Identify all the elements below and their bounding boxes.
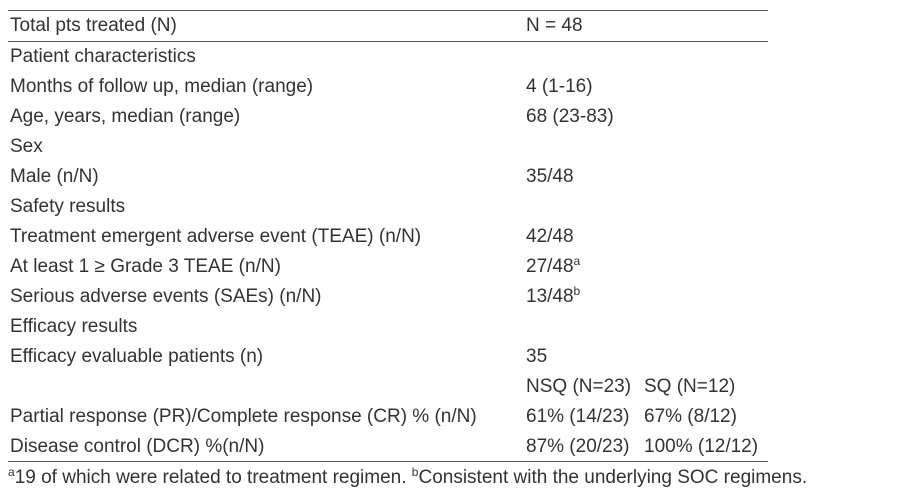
row-value-nsq: 61% (14/23): [526, 406, 630, 427]
row-label: Efficacy results: [10, 316, 138, 337]
row-label: Treatment emergent adverse event (TEAE) (n/N): [10, 226, 422, 247]
row-label: At least 1 ≥ Grade 3 TEAE (n/N): [10, 256, 281, 277]
row-label: Safety results: [10, 196, 126, 217]
row-label: Sex: [10, 136, 43, 157]
row-value: 35/48: [526, 166, 574, 187]
row-label: Efficacy evaluable patients (n): [10, 346, 264, 367]
row-value-with-footnote: [526, 282, 580, 312]
footnote-mark-b: b: [573, 284, 581, 298]
row-value: 13/48: [526, 286, 574, 307]
row-label: Partial response (PR)/Complete response (CR) % (n/N): [10, 406, 477, 427]
header-value: N = 48: [526, 15, 583, 36]
header-label: Total pts treated (N): [10, 15, 177, 36]
row-value: 68 (23-83): [526, 106, 614, 127]
footnote-b-mark: b: [411, 465, 419, 479]
row-label: Serious adverse events (SAEs) (n/N): [10, 286, 322, 307]
row-value: 35: [526, 346, 548, 367]
footnote-b-text: Consistent with the underlying SOC regimens.: [418, 467, 808, 488]
row-label: Patient characteristics: [10, 46, 196, 67]
row-label: Male (n/N): [10, 166, 99, 187]
row-value-sq: 100% (12/12): [644, 436, 759, 457]
footnote-mark-a: a: [573, 254, 581, 268]
subheader-sq: SQ (N=12): [644, 376, 736, 397]
row-value: 27/48: [526, 256, 574, 277]
row-label: Age, years, median (range): [10, 106, 241, 127]
footnote-a-text: 19 of which were related to treatment regimen.: [14, 467, 412, 488]
row-label: Disease control (DCR) %(n/N): [10, 436, 265, 457]
subheader-nsq: NSQ (N=23): [526, 376, 632, 397]
row-value-with-footnote: [526, 252, 580, 282]
table-footnote: [8, 463, 807, 493]
row-value-nsq: 87% (20/23): [526, 436, 630, 457]
row-label: Months of follow up, median (range): [10, 76, 314, 97]
footnote-a-mark: a: [8, 465, 15, 479]
row-value: 42/48: [526, 226, 574, 247]
row-value-sq: 67% (8/12): [644, 406, 737, 427]
row-value: 4 (1-16): [526, 76, 593, 97]
